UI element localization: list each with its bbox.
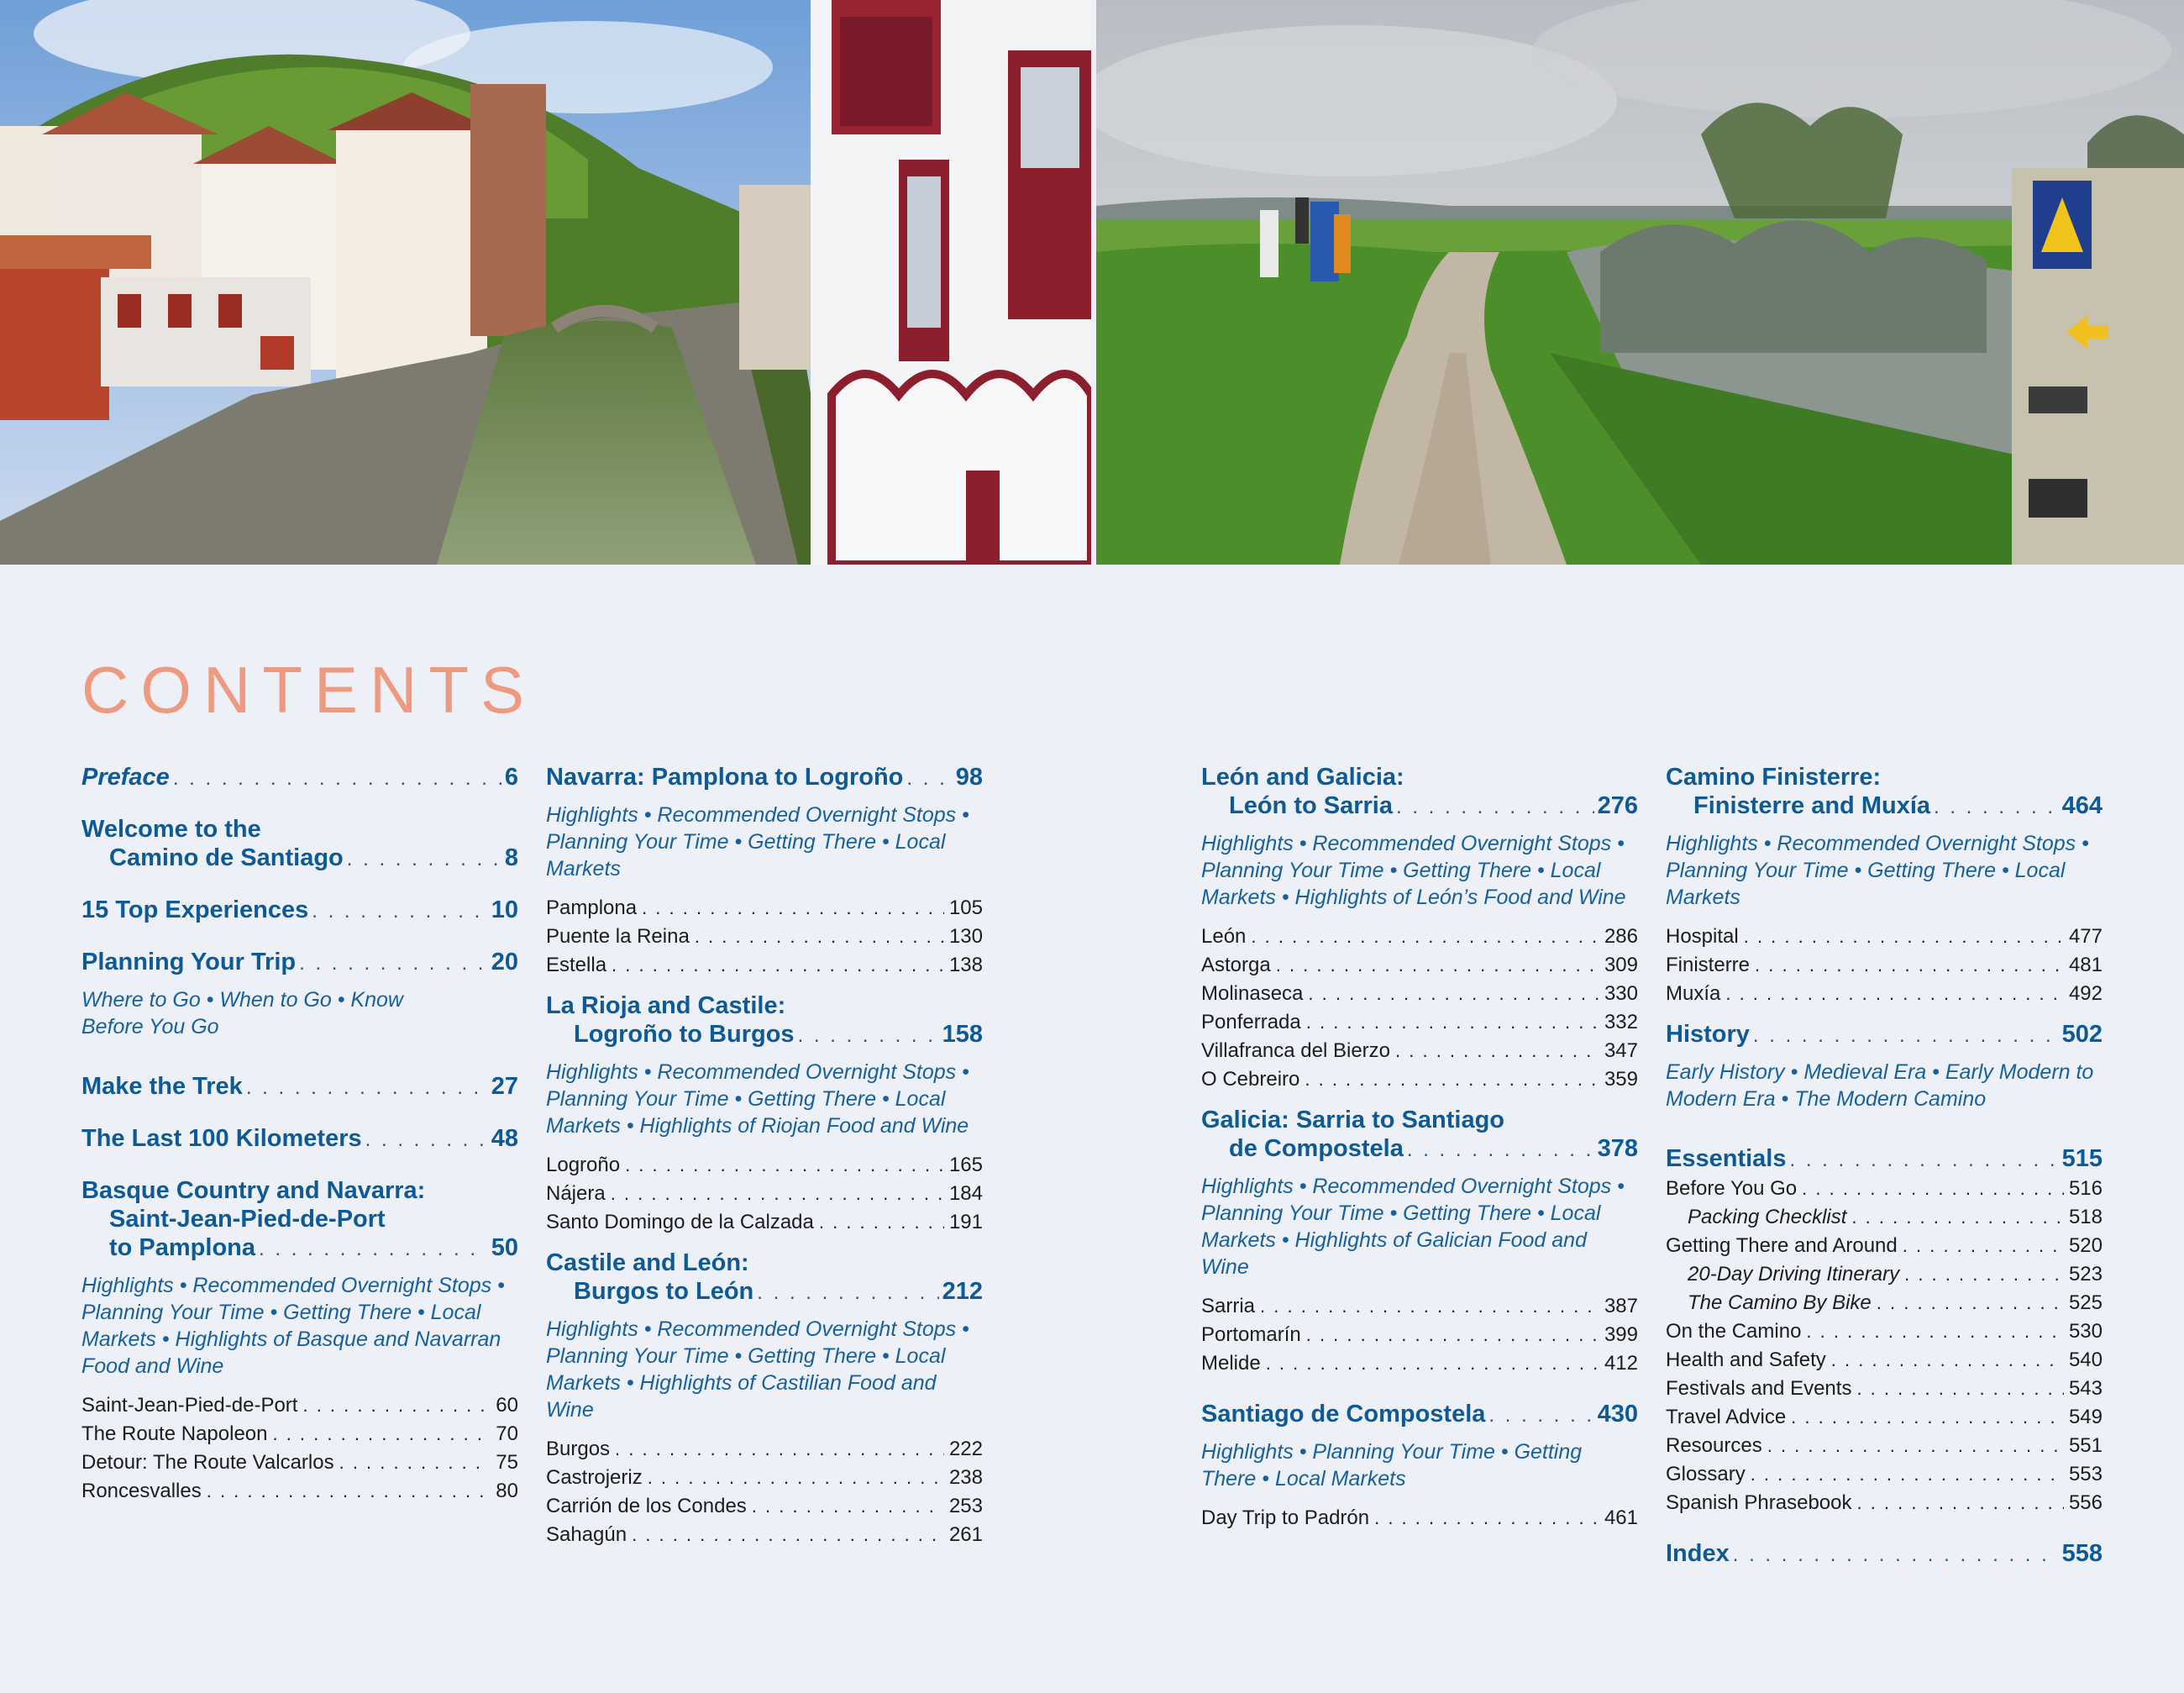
chapter-page: 10 [491, 896, 518, 923]
toc-chapter-preface[interactable] [81, 763, 518, 793]
entry-name: Roncesvalles [81, 1480, 202, 1502]
toc-entry[interactable] [1666, 1432, 2103, 1460]
entry-name: Getting There and Around [1666, 1234, 1898, 1257]
chapter-page: 158 [942, 1021, 983, 1048]
leader-dots [906, 765, 952, 793]
leader-dots [302, 1391, 491, 1420]
entry-name: Pamplona [546, 896, 638, 919]
entry-name: León [1201, 925, 1247, 948]
leader-dots [173, 765, 501, 793]
entry-page: 184 [948, 1182, 983, 1205]
chapter-page: 464 [2061, 792, 2103, 819]
entry-page: 518 [2068, 1206, 2103, 1228]
entry-page: 332 [1604, 1011, 1638, 1033]
toc-entry[interactable] [1666, 1232, 2103, 1260]
entry-name: Portomarín [1201, 1323, 1301, 1346]
toc-entry[interactable] [1201, 1008, 1638, 1037]
entry-name: Day Trip to Padrón [1201, 1506, 1370, 1529]
entry-name: Melide [1201, 1352, 1261, 1375]
toc-entry[interactable] [546, 1151, 983, 1180]
entry-name: The Route Napoleon [81, 1422, 268, 1445]
chapter-title: Navarra: Pamplona to Logroño [546, 764, 904, 791]
leader-dots [1733, 1541, 2059, 1569]
toc-chapter-leon[interactable] [1201, 763, 1638, 822]
leader-dots [1934, 793, 2059, 822]
toc-entry[interactable] [546, 894, 983, 923]
entry-page: 525 [2068, 1291, 2103, 1314]
leader-dots [1806, 1317, 2064, 1346]
toc-entry[interactable] [1666, 951, 2103, 980]
leader-dots [642, 894, 944, 923]
entry-page: 399 [1604, 1323, 1638, 1346]
entry-name: Detour: The Route Valcarlos [81, 1451, 334, 1474]
entry-name: Castrojeriz [546, 1466, 643, 1489]
chapter-page: 20 [491, 949, 518, 975]
toc-entry[interactable] [1666, 1375, 2103, 1403]
entry-page: 540 [2068, 1349, 2103, 1371]
entry-page: 387 [1604, 1295, 1638, 1317]
toc-chapter-welcome[interactable] [81, 815, 518, 874]
entry-page: 253 [948, 1495, 983, 1517]
leader-dots [695, 923, 944, 951]
leader-dots [299, 949, 488, 978]
entry-page: 481 [2068, 954, 2103, 976]
leader-dots [1276, 951, 1599, 980]
entry-page: 516 [2068, 1177, 2103, 1200]
toc-entry[interactable] [81, 1391, 518, 1420]
chapter-title: Basque Country and Navarra: [81, 1177, 426, 1204]
toc-chapter-history[interactable] [1666, 1020, 2103, 1050]
chapter-page: 430 [1597, 1401, 1638, 1427]
toc-chapter-castile[interactable] [546, 1249, 983, 1307]
chapter-title: Planning Your Trip [81, 949, 297, 975]
entry-page: 347 [1604, 1039, 1638, 1062]
toc-chapter-planning[interactable] [81, 948, 518, 978]
toc-column-1 [81, 763, 518, 1506]
chapter-page: 558 [2061, 1540, 2103, 1567]
chapter-title: The Last 100 Kilometers [81, 1125, 362, 1152]
leader-dots [1260, 1292, 1599, 1321]
toc-chapter-galicia[interactable] [1201, 1106, 1638, 1165]
contents-heading: CONTENTS [81, 653, 536, 727]
chapter-subtopics: Highlights • Recommended Overnight Stops • Planning Your Time • Getting There • Local Markets [1666, 832, 2089, 909]
toc-chapter-rioja[interactable] [546, 991, 983, 1050]
entry-name: O Cebreiro [1201, 1068, 1300, 1091]
leader-dots [1789, 1146, 2058, 1175]
toc-entry[interactable] [1666, 1317, 2103, 1346]
entry-name: Festivals and Events [1666, 1377, 1852, 1400]
leader-dots [339, 1449, 491, 1477]
entry-name: Villafranca del Bierzo [1201, 1039, 1391, 1062]
leader-dots [1755, 951, 2064, 980]
toc-entry[interactable] [1666, 1175, 2103, 1203]
toc-entry[interactable] [1201, 1349, 1638, 1378]
leader-dots [612, 951, 944, 980]
chapter-subtopics: Early History • Medieval Era • Early Modern to Modern Era • The Modern Camino [1666, 1060, 2094, 1111]
leader-dots [1488, 1401, 1593, 1430]
entry-name: Travel Advice [1666, 1406, 1787, 1428]
entry-page: 543 [2068, 1377, 2103, 1400]
toc-entry[interactable] [1201, 980, 1638, 1008]
entry-name: Resources [1666, 1434, 1762, 1457]
entry-name: Hospital [1666, 925, 1739, 948]
chapter-subtopics: Highlights • Recommended Overnight Stops • Planning Your Time • Getting There • Local Markets [546, 803, 969, 881]
entry-name: The Camino By Bike [1688, 1291, 1872, 1314]
chapter-title-cont: de Compostela [1229, 1135, 1404, 1162]
chapter-page: 276 [1597, 792, 1638, 819]
chapter-subtopics: Highlights • Recommended Overnight Stops • Planning Your Time • Getting There • Local Markets • Highlights of Riojan Food and Wine [546, 1060, 969, 1138]
toc-entry[interactable] [1201, 1037, 1638, 1065]
entry-page: 286 [1604, 925, 1638, 948]
toc-entry[interactable] [81, 1477, 518, 1506]
chapter-page: 378 [1597, 1135, 1638, 1162]
entry-name: Muxía [1666, 982, 1721, 1005]
entry-page: 222 [948, 1438, 983, 1460]
toc-chapter-essentials[interactable] [1666, 1144, 2103, 1175]
leader-dots [615, 1435, 944, 1464]
entry-page: 553 [2068, 1463, 2103, 1485]
leader-dots [1306, 1008, 1599, 1037]
chapter-subtopics: Where to Go • When to Go • Know Before You Go [81, 988, 403, 1038]
entry-name: Molinaseca [1201, 982, 1304, 1005]
entry-name: On the Camino [1666, 1320, 1802, 1343]
entry-name: Saint-Jean-Pied-de-Port [81, 1394, 298, 1417]
entry-page: 138 [948, 954, 983, 976]
toc-entry[interactable] [81, 1449, 518, 1477]
chapter-page: 98 [955, 764, 983, 791]
entry-name: Nájera [546, 1182, 606, 1205]
toc-chapter-navarra[interactable] [546, 763, 983, 793]
leader-dots [207, 1477, 491, 1506]
leader-dots [1802, 1175, 2064, 1203]
chapter-title: Galicia: Sarria to Santiago [1201, 1107, 1504, 1133]
canal-town-photo [0, 0, 1091, 565]
leader-dots [1266, 1349, 1599, 1378]
entry-page: 551 [2068, 1434, 2103, 1457]
chapter-title-cont: León to Sarria [1229, 792, 1393, 819]
toc-entry[interactable] [546, 951, 983, 980]
leader-dots [611, 1180, 944, 1208]
toc-entry[interactable] [81, 1420, 518, 1449]
leader-dots [1725, 980, 2064, 1008]
chapter-title: Essentials [1666, 1145, 1787, 1172]
leader-dots [1308, 980, 1599, 1008]
leader-dots [625, 1151, 944, 1180]
leader-dots [1753, 1022, 2059, 1050]
leader-dots [246, 1074, 488, 1102]
chapter-page: 212 [942, 1278, 983, 1305]
leader-dots [1374, 1504, 1599, 1533]
toc-chapter-basque[interactable] [81, 1176, 518, 1264]
entry-page: 309 [1604, 954, 1638, 976]
entry-page: 492 [2068, 982, 2103, 1005]
toc-entry[interactable] [546, 1464, 983, 1492]
chapter-subtopics: Highlights • Recommended Overnight Stops • Planning Your Time • Getting There • Local Markets • Highlights of Basque and Navarran Food and Wine [81, 1274, 505, 1378]
chapter-title-cont: Logroño to Burgos [574, 1021, 795, 1048]
leader-dots [1251, 923, 1599, 951]
entry-name: Packing Checklist [1688, 1206, 1847, 1228]
toc-entry[interactable] [1201, 1321, 1638, 1349]
leader-dots [272, 1420, 491, 1449]
leader-dots [1751, 1460, 2064, 1489]
toc-subentry[interactable] [1666, 1203, 2103, 1232]
chapter-subtopics: Highlights • Recommended Overnight Stops • Planning Your Time • Getting There • Local Markets • Highlights of Galician Food and Wine [1201, 1175, 1625, 1279]
chapter-subtopics: Highlights • Planning Your Time • Getting There • Local Markets [1201, 1440, 1583, 1491]
chapter-title: Index [1666, 1540, 1730, 1567]
toc-column-2 [546, 763, 983, 1549]
chapter-page: 502 [2061, 1021, 2103, 1048]
leader-dots [1856, 1489, 2063, 1517]
toc-column-3 [1201, 763, 1638, 1533]
entry-name: Before You Go [1666, 1177, 1798, 1200]
toc-chapter-finisterre[interactable] [1666, 763, 2103, 822]
leader-dots [365, 1126, 488, 1154]
entry-page: 80 [496, 1480, 518, 1502]
toc-chapter-make-the-trek[interactable] [81, 1072, 518, 1102]
entry-name: Health and Safety [1666, 1349, 1826, 1371]
camino-trail-photo [1096, 0, 2184, 565]
entry-name: Glossary [1666, 1463, 1746, 1485]
entry-page: 520 [2068, 1234, 2103, 1257]
toc-entry[interactable] [1201, 1504, 1638, 1533]
toc-chapter-last-100[interactable] [81, 1124, 518, 1154]
leader-dots [312, 897, 487, 926]
chapter-title: Make the Trek [81, 1073, 243, 1100]
leader-dots [1395, 1037, 1599, 1065]
leader-dots [1831, 1346, 2064, 1375]
entry-name: Estella [546, 954, 607, 976]
toc-entry[interactable] [546, 1180, 983, 1208]
entry-name: Logroño [546, 1154, 621, 1176]
leader-dots [1856, 1375, 2064, 1403]
entry-page: 412 [1604, 1352, 1638, 1375]
chapter-title: 15 Top Experiences [81, 896, 309, 923]
entry-name: Ponferrada [1201, 1011, 1301, 1033]
entry-page: 330 [1604, 982, 1638, 1005]
toc-subentry[interactable] [1666, 1289, 2103, 1317]
chapter-title: History [1666, 1021, 1750, 1048]
entry-page: 261 [948, 1523, 983, 1546]
leader-dots [1851, 1203, 2064, 1232]
toc-entry[interactable] [546, 1521, 983, 1549]
entry-name: Carrión de los Condes [546, 1495, 747, 1517]
entry-page: 530 [2068, 1320, 2103, 1343]
toc-chapter-santiago[interactable] [1201, 1400, 1638, 1430]
toc-entry[interactable] [1201, 1292, 1638, 1321]
leader-dots [1407, 1136, 1594, 1165]
leader-dots [1791, 1403, 2064, 1432]
entry-name: Spanish Phrasebook [1666, 1491, 1852, 1514]
toc-entry[interactable] [1666, 923, 2103, 951]
leader-dots [752, 1492, 944, 1521]
entry-page: 549 [2068, 1406, 2103, 1428]
leader-dots [757, 1279, 938, 1307]
leader-dots [1877, 1289, 2064, 1317]
toc-entry[interactable] [1666, 1460, 2103, 1489]
chapter-page: 8 [504, 844, 518, 871]
chapter-title: Welcome to the [81, 816, 261, 843]
chapter-page: 48 [491, 1125, 518, 1152]
leader-dots [1903, 1232, 2064, 1260]
toc-entry[interactable] [546, 923, 983, 951]
chapter-title: Castile and León: [546, 1249, 749, 1276]
entry-name: Astorga [1201, 954, 1271, 976]
chapter-page: 6 [504, 764, 518, 791]
chapter-title: La Rioja and Castile: [546, 992, 786, 1019]
toc-entry[interactable] [1666, 1403, 2103, 1432]
entry-page: 130 [948, 925, 983, 948]
toc-entry[interactable] [1201, 951, 1638, 980]
leader-dots [798, 1022, 939, 1050]
leader-dots [1305, 1065, 1599, 1094]
chapter-title: León and Galicia: [1201, 764, 1404, 791]
chapter-title-cont: Camino de Santiago [109, 844, 344, 871]
entry-page: 556 [2068, 1491, 2103, 1514]
leader-dots [1396, 793, 1594, 822]
entry-page: 105 [948, 896, 983, 919]
entry-name: Santo Domingo de la Calzada [546, 1211, 814, 1233]
leader-dots [1767, 1432, 2064, 1460]
toc-chapter-index[interactable] [1666, 1539, 2103, 1569]
entry-page: 191 [948, 1211, 983, 1233]
toc-chapter-top-experiences[interactable] [81, 896, 518, 926]
chapter-title-cont: to Pamplona [109, 1234, 256, 1261]
chapter-title-cont: Finisterre and Muxía [1693, 792, 1931, 819]
toc-entry[interactable] [1201, 1065, 1638, 1094]
chapter-title: Santiago de Compostela [1201, 1401, 1486, 1427]
toc-entry[interactable] [1666, 1346, 2103, 1375]
leader-dots [632, 1521, 944, 1549]
leader-dots [347, 845, 501, 874]
leader-dots [1306, 1321, 1599, 1349]
chapter-page: 515 [2061, 1145, 2103, 1172]
toc-entry[interactable] [1666, 980, 2103, 1008]
leader-dots [1904, 1260, 2064, 1289]
entry-name: Sahagún [546, 1523, 627, 1546]
leader-dots [819, 1208, 944, 1237]
entry-page: 75 [496, 1451, 518, 1474]
entry-page: 165 [948, 1154, 983, 1176]
entry-name: Sarria [1201, 1295, 1256, 1317]
toc-entry[interactable] [546, 1208, 983, 1237]
entry-page: 359 [1604, 1068, 1638, 1091]
entry-page: 461 [1604, 1506, 1638, 1529]
toc-column-4 [1666, 763, 2103, 1569]
entry-name: 20-Day Driving Itinerary [1688, 1263, 1900, 1286]
chapter-subtopics: Highlights • Recommended Overnight Stops • Planning Your Time • Getting There • Local Markets • Highlights of León’s Food and Wine [1201, 832, 1626, 909]
toc-entry[interactable] [1201, 923, 1638, 951]
chapter-title: Camino Finisterre: [1666, 764, 1882, 791]
chapter-title-cont: Saint-Jean-Pied-de-Port [109, 1206, 386, 1233]
toc-subentry[interactable] [1666, 1260, 2103, 1289]
toc-entry[interactable] [546, 1435, 983, 1464]
entry-page: 477 [2068, 925, 2103, 948]
leader-dots [648, 1464, 944, 1492]
entry-name: Burgos [546, 1438, 611, 1460]
leader-dots [1744, 923, 2064, 951]
entry-name: Puente la Reina [546, 925, 690, 948]
entry-page: 70 [496, 1422, 518, 1445]
chapter-subtopics: Highlights • Recommended Overnight Stops • Planning Your Time • Getting There • Local Markets • Highlights of Castilian Food and Wine [546, 1317, 969, 1422]
toc-entry[interactable] [546, 1492, 983, 1521]
entry-name: Finisterre [1666, 954, 1751, 976]
entry-page: 523 [2068, 1263, 2103, 1286]
leader-dots [259, 1235, 488, 1264]
chapter-title: Preface [81, 764, 170, 791]
entry-page: 60 [496, 1394, 518, 1417]
chapter-page: 50 [491, 1234, 518, 1261]
toc-entry[interactable] [1666, 1489, 2103, 1517]
chapter-page: 27 [491, 1073, 518, 1100]
chapter-title-cont: Burgos to León [574, 1278, 754, 1305]
entry-page: 238 [948, 1466, 983, 1489]
